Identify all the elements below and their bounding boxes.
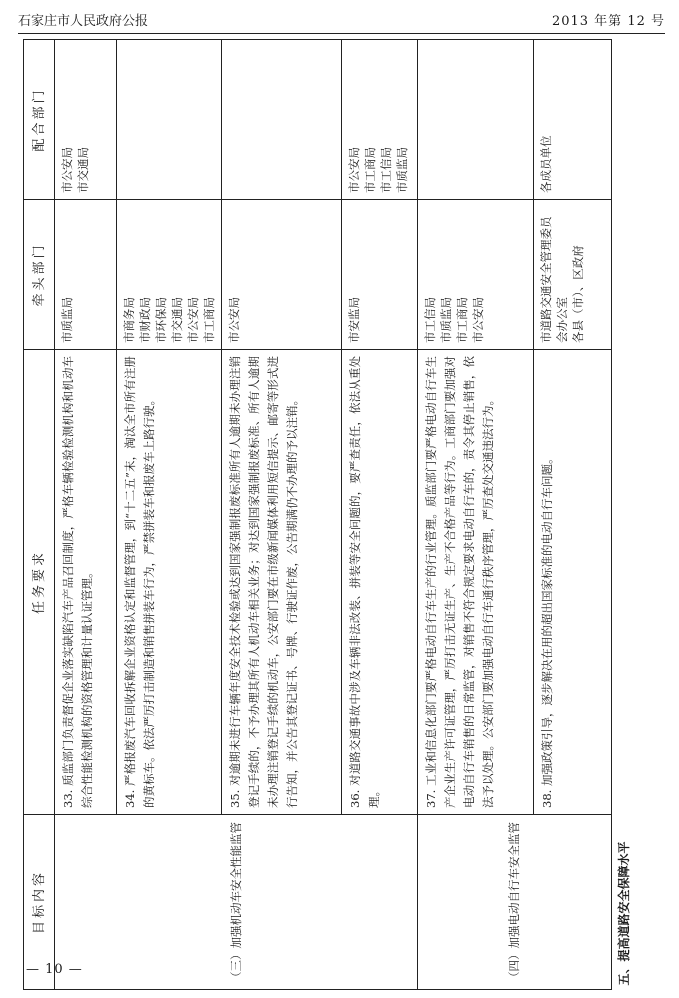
column-header: 配合部门	[24, 40, 55, 200]
table-row	[418, 40, 534, 990]
dept-item: 市公安局	[60, 147, 74, 193]
page-number: — 10 —	[26, 962, 83, 977]
rotated-table-container	[23, 40, 631, 990]
assist-dept-cell	[534, 40, 612, 200]
dept-item: 市公安局	[471, 297, 485, 343]
dept-item: 市质监局	[60, 297, 74, 343]
dept-item: 市工信局	[423, 297, 437, 343]
page-header	[18, 8, 665, 30]
assist-dept-cell	[342, 40, 418, 200]
publication-title: 石家庄市人民政府公报	[18, 14, 149, 29]
section-heading-row	[612, 40, 638, 990]
lead-dept-cell	[534, 200, 612, 350]
dept-item: 市工商局	[202, 297, 216, 343]
task-cell: 37. 工业和信息化部门要严格电动自行车生产的行业管理。质监部门要严格电动自行车生产企业生产许可证管理，严厉打击无证生产、生产不合格产品等行为。工商部门要加强对电动自行车销售的日常监管，对销售不符合规定要求电动自行车的，责令其停止销售，依法予以处理。公安部门要加强电动自行车通行秩序管理，严厉查处交通违法行为。	[418, 350, 534, 815]
dept-item: 各成员单位	[539, 135, 553, 193]
dept-item: 市环保局	[154, 297, 168, 343]
column-header: 任务要求	[24, 350, 55, 815]
task-cell: 35. 对逾期未进行车辆年度安全技术检验或达到国家强制报废标准所有人逾期未办理注销登记手续的，不予办理其所有人机动车相关业务；对达到国家强制报废标准、所有人逾期未办理注销登记手续的机动车，公安部门要在市级新闻媒体利用短信提示、邮寄等形式进行告知，并公告其登记证书、号牌、行驶证作废，公告期满仍不办理的予以注销。	[222, 350, 342, 815]
category-cell: （四）加强电动自行车安全监管	[418, 815, 612, 990]
task-cell: 38. 加强政策引导，逐步解决在用的超出国家标准的电动自行车问题。	[534, 350, 612, 815]
category-cell: （三）加强机动车安全性能监管	[55, 815, 418, 990]
table-row	[55, 40, 117, 990]
assist-dept-cell	[418, 40, 534, 200]
column-header: 目标内容	[24, 815, 55, 990]
dept-item: 市交通局	[76, 147, 90, 193]
lead-dept-cell	[117, 200, 222, 350]
dept-item: 市质监局	[439, 297, 453, 343]
header-rule	[18, 33, 665, 34]
dept-item: 市质监局	[395, 147, 409, 193]
column-header: 牵头部门	[24, 200, 55, 350]
dept-item: 各县（市）、区政府	[571, 245, 585, 343]
dept-item: 市安监局	[347, 297, 361, 343]
task-table	[23, 39, 637, 990]
lead-dept-cell	[55, 200, 117, 350]
task-cell: 34. 严格报废汽车回收拆解企业资格认定和监督管理，到“十二五”末，淘汰全市所有注册的黄标车。依法严厉打击制造和销售拼装车行为，严禁拼装车和报废车上路行驶。	[117, 350, 222, 815]
task-cell: 33. 质监部门负责督促企业落实缺陷汽车产品召回制度，严格车辆检验检测机构和机动车综合性能检测机构的资格管理和计量认证管理。	[55, 350, 117, 815]
lead-dept-cell	[342, 200, 418, 350]
dept-item: 市财政局	[138, 297, 152, 343]
task-cell: 36. 对道路交通事故中涉及车辆非法改装、拼装等安全问题的，要严查责任，依法从重处理。	[342, 350, 418, 815]
dept-item: 市道路交通安全管理委员会办公室	[539, 216, 569, 343]
lead-dept-cell	[418, 200, 534, 350]
assist-dept-cell	[222, 40, 342, 200]
section-heading: 五、提高道路安全保障水平	[612, 40, 638, 990]
dept-item: 市商务局	[122, 297, 136, 343]
dept-item: 市交通局	[170, 297, 184, 343]
issue-number: 2013 年第 12 号	[551, 14, 665, 29]
dept-item: 市工商局	[455, 297, 469, 343]
lead-dept-cell	[222, 200, 342, 350]
assist-dept-cell	[117, 40, 222, 200]
dept-item: 市公安局	[227, 297, 241, 343]
dept-item: 市工信局	[379, 147, 393, 193]
assist-dept-cell	[55, 40, 117, 200]
table-header-row	[24, 40, 55, 990]
dept-item: 市工商局	[363, 147, 377, 193]
dept-item: 市公安局	[347, 147, 361, 193]
dept-item: 市公安局	[186, 297, 200, 343]
